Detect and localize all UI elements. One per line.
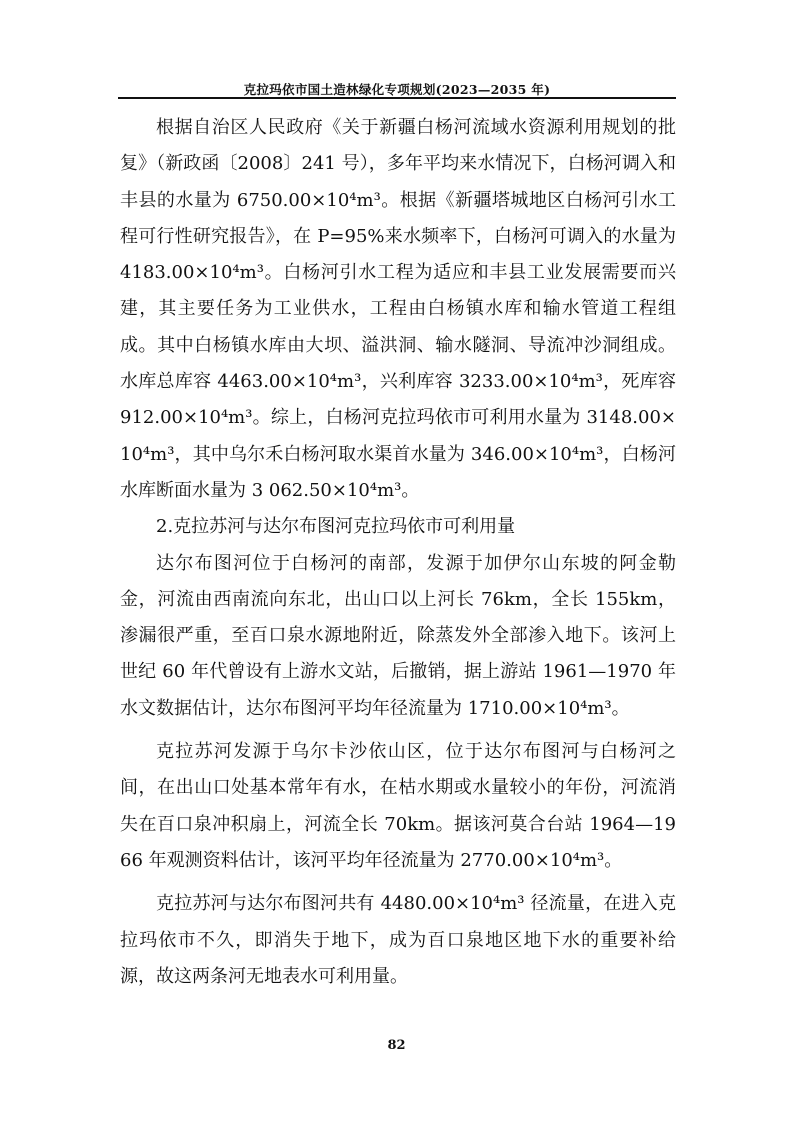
document-body bbox=[120, 110, 676, 995]
paragraph-baiyang-river: 根据自治区人民政府《关于新疆白杨河流域水资源利用规划的批复》（新政函〔2008〕241 号），多年平均来水情况下，白杨河调入和丰县的水量为 6750.00×10⁴m³。根据《新疆塔城地区白杨河引水工程可行性研究报告》，在 P=95%来水频率下，白杨河可调入的水量为 4183.00×10⁴m³。白杨河引水工程为适应和丰县工业发展需要而兴建，其主要任务为工业供水，工程由白杨镇水库和输水管道工程组成。其中白杨镇水库由大坝、溢洪洞、输水隧洞、导流冲沙洞组成。水库总库容 4463.00×10⁴m³，兴利库容 3233.00×10⁴m³，死库容 912.00×10⁴m³。综上，白杨河克拉玛依市可利用水量为 3148.00×10⁴m³，其中乌尔禾白杨河取水渠首水量为 346.00×10⁴m³，白杨河水库断面水量为 3 062.50×10⁴m³。 bbox=[120, 117, 676, 501]
paragraph-combined-runoff: 克拉苏河与达尔布图河共有 4480.00×10⁴m³ 径流量，在进入克拉玛依市不久，即消失于地下，成为百口泉地区地下水的重要补给源，故这两条河无地表水可利用量。 bbox=[120, 893, 676, 987]
paragraph-kelasu-river: 克拉苏河发源于乌尔卡沙依山区，位于达尔布图河与白杨河之间，在出山口处基本常年有水，在枯水期或水量较小的年份，河流消失在百口泉冲积扇上，河流全长 70km。据该河莫合台站 1964—1966 年观测资料估计，该河平均年径流量为 2770.00×10⁴m³。 bbox=[120, 741, 676, 871]
section-heading: 2.克拉苏河与达尔布图河克拉玛依市可利用量 bbox=[156, 516, 516, 538]
page-header: 克拉玛依市国土造林绿化专项规划(2023—2035 年) bbox=[243, 82, 551, 97]
page-number: 82 bbox=[387, 1038, 406, 1053]
paragraph-darbut-river: 达尔布图河位于白杨河的南部，发源于加伊尔山东坡的阿金勒金，河流由西南流向东北，出山口以上河长 76km，全长 155km，渗漏很严重，至百口泉水源地附近，除蒸发外全部渗入地下。该河上世纪 60 年代曾设有上游水文站，后撤销，据上游站 1961—1970 年水文数据估计，达尔布图河平均年径流量为 1710.00×10⁴m³。 bbox=[120, 552, 676, 719]
header-rule bbox=[118, 97, 676, 99]
